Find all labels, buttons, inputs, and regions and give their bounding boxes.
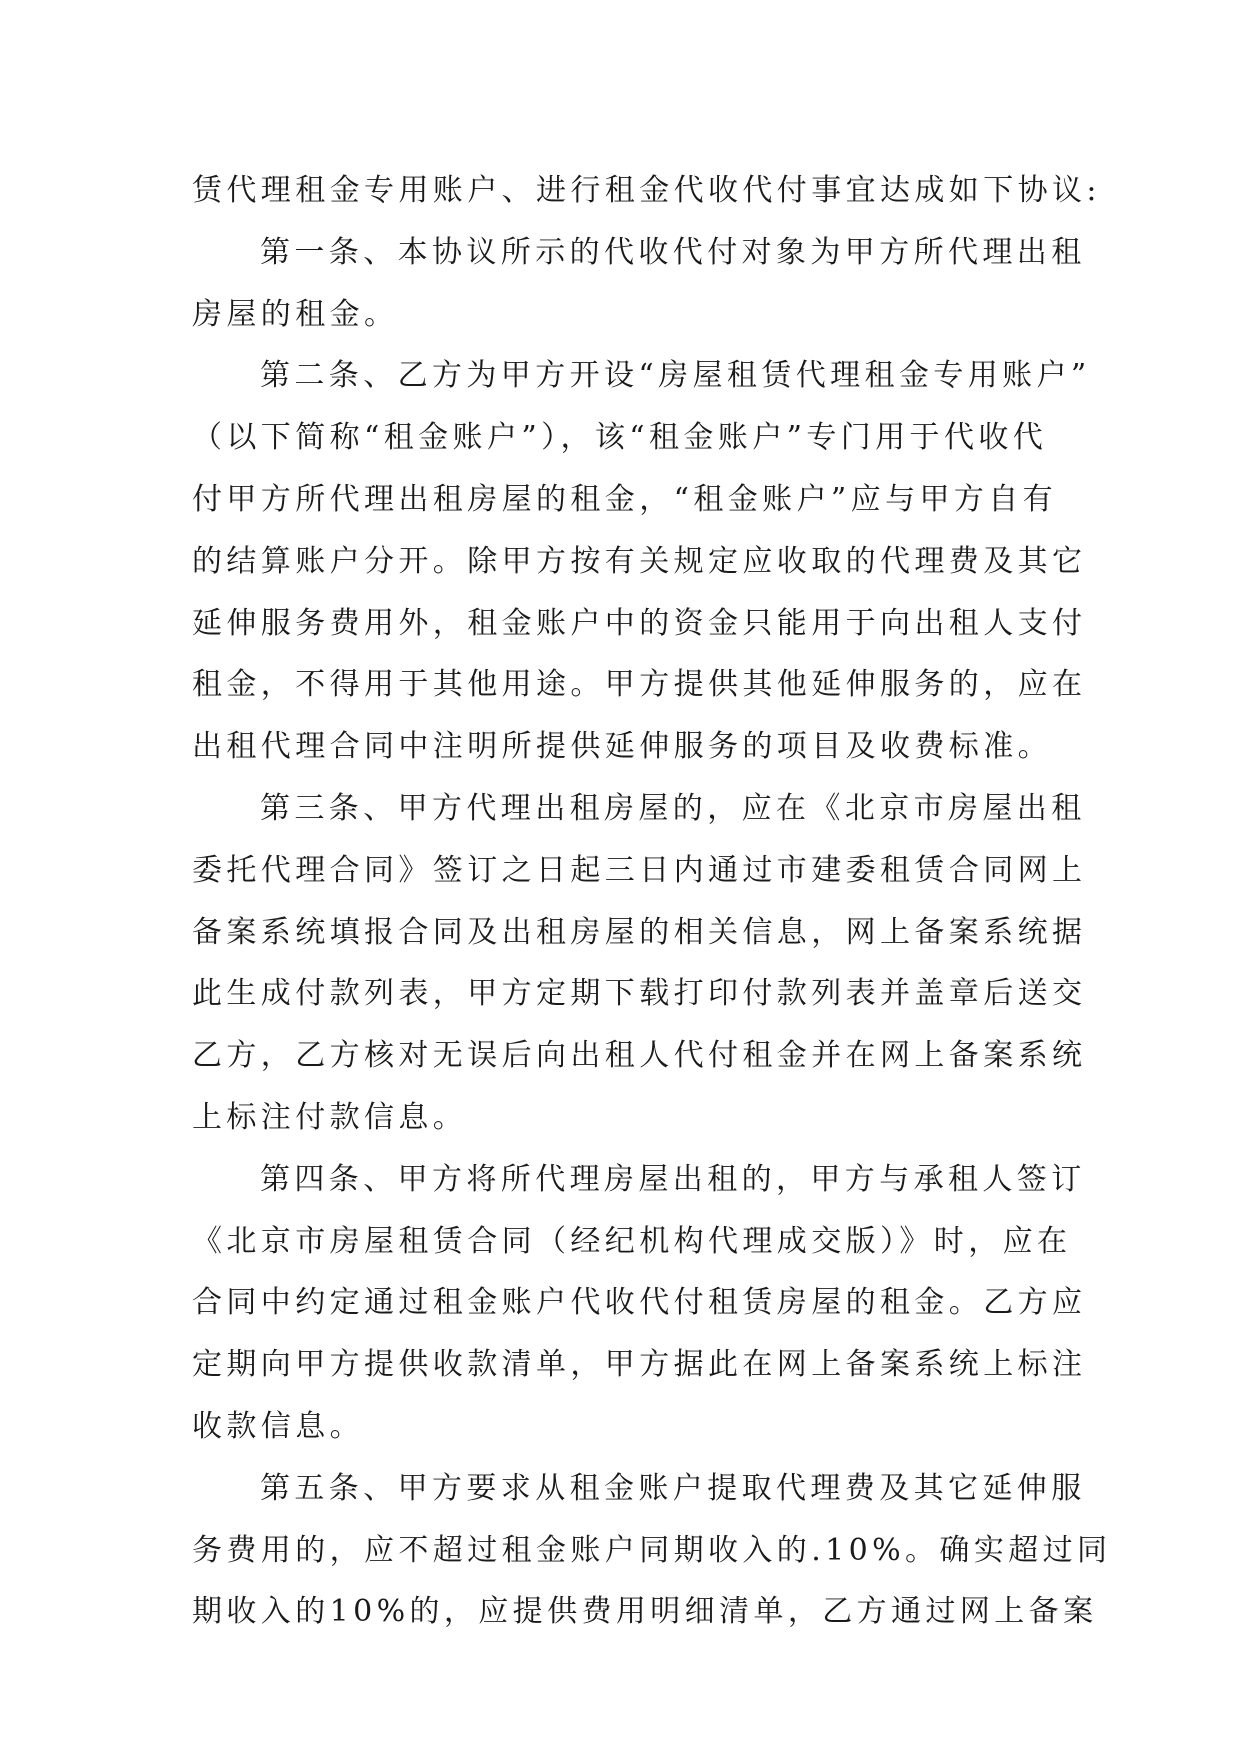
text-line: 定期向甲方提供收款清单，甲方据此在网上备案系统上标注	[192, 1347, 1087, 1383]
text-line: 出租代理合同中注明所提供延伸服务的项目及收费标准。	[192, 729, 1052, 765]
text-line: 延伸服务费用外，租金账户中的资金只能用于向出租人支付	[192, 605, 1087, 641]
text-line: 赁代理租金专用账户、进行租金代收代付事宜达成如下协议:	[192, 173, 1101, 208]
text-line: 收款信息。	[192, 1408, 364, 1444]
clause-first-line: 第三条、甲方代理出租房屋的，应在《北京市房屋出租	[260, 790, 1086, 826]
clause-first-line: 第四条、甲方将所代理房屋出租的，甲方与承租人签订	[260, 1161, 1086, 1197]
text-line: 期收入的10%的，应提供费用明细清单，乙方通过网上备案	[192, 1594, 1098, 1630]
text-line: 合同中约定通过租金账户代收代付租赁房屋的租金。乙方应	[192, 1285, 1087, 1321]
clause-first-line: 第五条、甲方要求从租金账户提取代理费及其它延伸服	[260, 1470, 1086, 1506]
text-line: 务费用的，应不超过租金账户同期收入的.10%。确实超过同	[192, 1532, 1112, 1568]
text-line: 委托代理合同》签订之日起三日内通过市建委租赁合同网上	[192, 852, 1087, 888]
text-line: 乙方，乙方核对无误后向出租人代付租金并在网上备案系统	[192, 1038, 1087, 1074]
text-line: 《北京市房屋租赁合同（经纪机构代理成交版）》时，应在	[192, 1223, 1072, 1259]
text-line: （以下简称“租金账户”），该“租金账户”专门用于代收代	[192, 420, 1048, 456]
text-line: 租金，不得用于其他用途。甲方提供其他延伸服务的，应在	[192, 667, 1087, 703]
text-line: 上标注付款信息。	[192, 1099, 468, 1135]
clause-first-line: 第二条、乙方为甲方开设“房屋租赁代理租金专用账户”	[260, 358, 1091, 394]
text-line: 的结算账户分开。除甲方按有关规定应收取的代理费及其它	[192, 543, 1087, 579]
text-line: 房屋的租金。	[192, 296, 399, 332]
text-line: 备案系统填报合同及出租房屋的相关信息，网上备案系统据	[192, 914, 1087, 950]
text-line: 付甲方所代理出租房屋的租金，“租金账户”应与甲方自有	[192, 481, 1058, 517]
clause-first-line: 第一条、本协议所示的代收代付对象为甲方所代理出租	[260, 234, 1086, 270]
document-body	[192, 160, 1112, 1643]
text-line: 此生成付款列表，甲方定期下载打印付款列表并盖章后送交	[192, 976, 1087, 1012]
